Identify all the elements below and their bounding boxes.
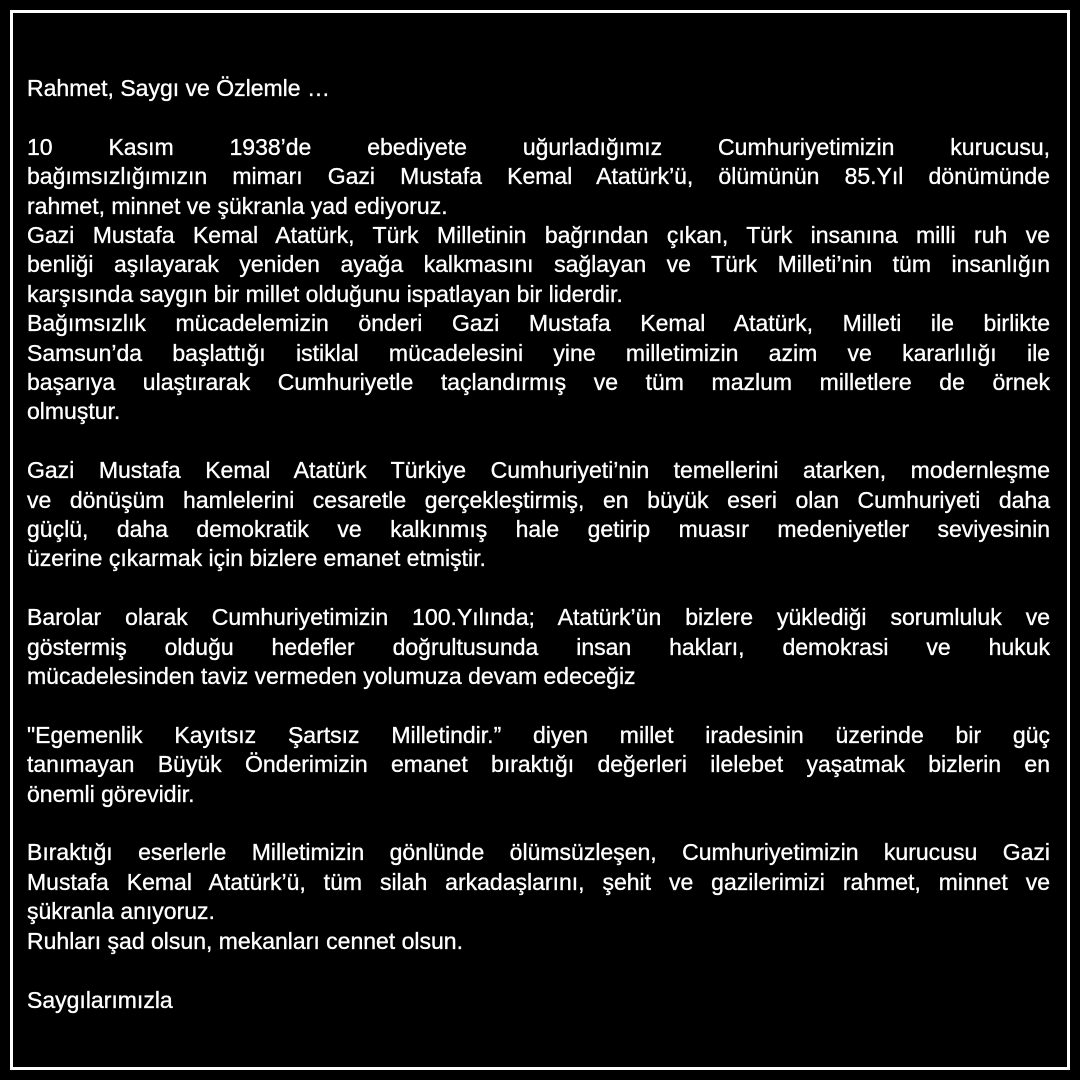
text-line: Ruhları şad olsun, mekanları cennet olsun.: [27, 927, 463, 954]
text-line: Bıraktığı eserlerle Milletimizin gönlünde ölümsüzleşen, Cumhuriyetimizin kurucusu Gazi: [27, 839, 1050, 866]
text-line: güçlü, daha demokratik ve kalkınmış hale getirip muasır medeniyetler seviyesinin: [27, 516, 1050, 543]
message-body: [27, 74, 1050, 1015]
text-line: önemli görevidir.: [27, 780, 195, 807]
spacer: [27, 574, 1050, 603]
text-line: bağımsızlığımızın mimarı Gazi Mustafa Kemal Atatürk’ü, ölümünün 85.Yıl dönümünde: [27, 163, 1050, 190]
text-line: Gazi Mustafa Kemal Atatürk Türkiye Cumhuriyeti’nin temellerini atarken, modernleşme: [27, 457, 1050, 484]
text-line: ve dönüşüm hamlelerini cesaretle gerçekleştirmiş, en büyük eseri olan Cumhuriyeti daha: [27, 486, 1050, 513]
text-line: göstermiş olduğu hedefler doğrultusunda insan hakları, demokrasi ve hukuk: [27, 633, 1050, 660]
spacer: [27, 103, 1050, 132]
text-line: karşısında saygın bir millet olduğunu ispatlayan bir liderdir.: [27, 280, 623, 307]
greeting: Rahmet, Saygı ve Özlemle …: [27, 75, 330, 101]
text-line: benliği aşılayarak yeniden ayağa kalkmasını sağlayan ve Türk Milleti’nin tüm insanlığın: [27, 251, 1050, 278]
closing: Saygılarımızla: [27, 986, 173, 1013]
spacer: [27, 427, 1050, 456]
text-line: 10 Kasım 1938’de ebediyete uğurladığımız Cumhuriyetimizin kurucusu,: [27, 133, 1050, 160]
text-line: olmuştur.: [27, 398, 121, 425]
text-line: başarıya ulaştırarak Cumhuriyetle taçlandırmış ve tüm mazlum milletlere de örnek: [27, 369, 1050, 396]
text-line: rahmet, minnet ve şükranla yad ediyoruz.: [27, 192, 448, 219]
text-line: Gazi Mustafa Kemal Atatürk, Türk Milletinin bağrından çıkan, Türk insanına milli ruh ve: [27, 222, 1050, 249]
text-line: Mustafa Kemal Atatürk’ü, tüm silah arkadaşlarını, şehit ve gazilerimizi rahmet, minnet ve: [27, 868, 1050, 895]
text-line: "Egemenlik Kayıtsız Şartsız Milletindir.” diyen millet iradesinin üzerinde bir güç: [27, 721, 1050, 748]
text-line: tanımayan Büyük Önderimizin emanet bıraktığı değerleri ilelebet yaşatmak bizlerin en: [27, 751, 1050, 778]
text-line: Samsun’da başlattığı istiklal mücadelesini yine milletimizin azim ve kararlılığı ile: [27, 339, 1050, 366]
text-line: üzerine çıkarmak için bizlere emanet etmiştir.: [27, 545, 486, 572]
spacer: [27, 691, 1050, 720]
spacer: [27, 809, 1050, 838]
text-line: mücadelesinden taviz vermeden yolumuza devam edeceğiz: [27, 663, 636, 690]
text-line: Barolar olarak Cumhuriyetimizin 100.Yılında; Atatürk’ün bizlere yüklediği sorumluluk ve: [27, 604, 1050, 631]
text-line: Bağımsızlık mücadelemizin önderi Gazi Mustafa Kemal Atatürk, Milleti ile birlikte: [27, 310, 1050, 337]
text-line: şükranla anıyoruz.: [27, 898, 215, 925]
spacer: [27, 956, 1050, 985]
